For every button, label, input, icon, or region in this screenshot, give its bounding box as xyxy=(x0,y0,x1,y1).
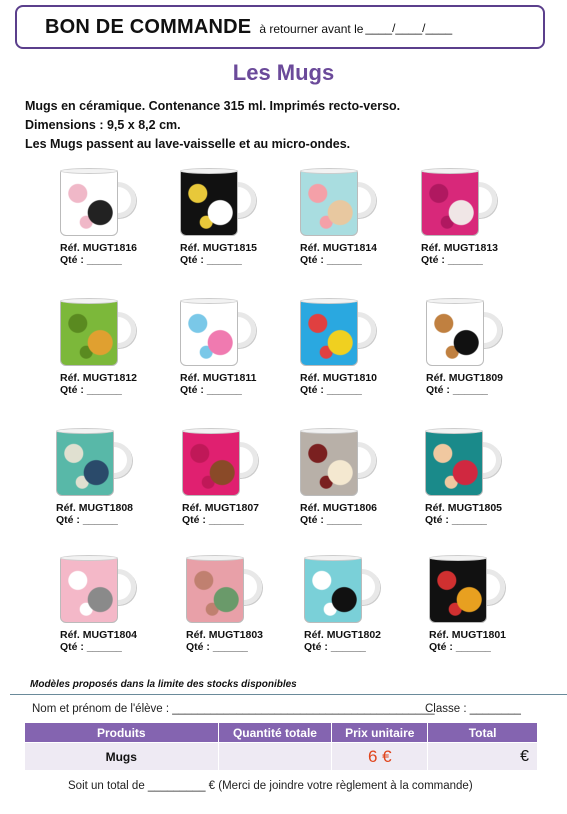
mug-item xyxy=(300,428,377,526)
product-cell: Mugs xyxy=(25,743,219,771)
mug-quantity-field[interactable]: Qté : ______ xyxy=(56,514,118,526)
mug-reference: Réf. MUGT1805 xyxy=(425,502,503,514)
mug-body xyxy=(60,557,118,623)
mug-quantity-field[interactable]: Qté : ______ xyxy=(300,254,362,266)
mug-rim xyxy=(421,168,479,174)
mug-picture xyxy=(180,168,256,240)
mug-picture xyxy=(180,298,256,370)
mug-picture xyxy=(300,168,376,240)
mug-item xyxy=(186,555,263,653)
mug-item xyxy=(429,555,506,653)
mug-quantity-field[interactable]: Qté : ______ xyxy=(180,384,242,396)
mug-body xyxy=(60,300,118,366)
mug-rim xyxy=(60,298,118,304)
stock-note: Modèles proposés dans la limite des stocks disponibles xyxy=(30,679,297,690)
mug-quantity-field[interactable]: Qté : ______ xyxy=(300,514,362,526)
mug-item xyxy=(60,298,137,396)
mug-quantity-field[interactable]: Qté : ______ xyxy=(182,514,244,526)
description-line: Mugs en céramique. Contenance 315 ml. Imprimés recto-verso. xyxy=(25,99,401,113)
payment-footer: Soit un total de _________ € (Merci de joindre votre règlement à la commande) xyxy=(68,780,473,792)
mug-quantity-field[interactable]: Qté : ______ xyxy=(425,514,487,526)
mug-body xyxy=(421,170,479,236)
mug-item xyxy=(182,428,259,526)
mug-rim xyxy=(304,555,362,561)
mug-rim xyxy=(300,168,358,174)
mug-quantity-field[interactable]: Qté : ______ xyxy=(304,641,366,653)
mug-body xyxy=(60,170,118,236)
mug-picture xyxy=(300,298,376,370)
mug-rim xyxy=(300,428,358,434)
mug-rim xyxy=(180,298,238,304)
mug-rim xyxy=(186,555,244,561)
mug-item xyxy=(60,168,137,266)
mug-reference: Réf. MUGT1807 xyxy=(182,502,260,514)
mug-rim xyxy=(182,428,240,434)
mug-item xyxy=(56,428,133,526)
mug-item xyxy=(180,168,257,266)
mug-reference: Réf. MUGT1816 xyxy=(60,242,138,254)
mug-body xyxy=(425,430,483,496)
mug-reference: Réf. MUGT1803 xyxy=(186,629,264,641)
mug-reference: Réf. MUGT1809 xyxy=(426,372,504,384)
mug-picture xyxy=(60,555,136,627)
mug-quantity-field[interactable]: Qté : ______ xyxy=(60,384,122,396)
mug-picture xyxy=(182,428,258,500)
product-description xyxy=(25,97,400,154)
unit-price-cell: 6 € xyxy=(332,743,428,771)
mug-body xyxy=(429,557,487,623)
student-name-field[interactable]: Nom et prénom de l'élève : _________________________________________ xyxy=(32,703,435,715)
mug-picture xyxy=(421,168,497,240)
order-row xyxy=(25,743,538,771)
mug-quantity-field[interactable]: Qté : ______ xyxy=(421,254,483,266)
mug-picture xyxy=(56,428,132,500)
mug-rim xyxy=(60,168,118,174)
order-table xyxy=(24,722,538,771)
mug-quantity-field[interactable]: Qté : ______ xyxy=(300,384,362,396)
mug-body xyxy=(300,170,358,236)
mug-quantity-field[interactable]: Qté : ______ xyxy=(180,254,242,266)
description-line: Dimensions : 9,5 x 8,2 cm. xyxy=(25,118,181,132)
mug-reference: Réf. MUGT1802 xyxy=(304,629,382,641)
mug-reference: Réf. MUGT1813 xyxy=(421,242,499,254)
mug-body xyxy=(426,300,484,366)
mug-item xyxy=(60,555,137,653)
mug-body xyxy=(300,430,358,496)
mug-quantity-field[interactable]: Qté : ______ xyxy=(60,254,122,266)
mug-item xyxy=(180,298,256,396)
mug-item xyxy=(421,168,498,266)
description-line: Les Mugs passent au lave-vaisselle et au micro-ondes. xyxy=(25,137,351,151)
mug-reference: Réf. MUGT1808 xyxy=(56,502,134,514)
return-date-field[interactable]: ____/____/____ xyxy=(365,21,453,35)
mug-reference: Réf. MUGT1814 xyxy=(300,242,378,254)
mug-quantity-field[interactable]: Qté : ______ xyxy=(429,641,491,653)
mug-body xyxy=(180,170,238,236)
mug-reference: Réf. MUGT1804 xyxy=(60,629,138,641)
divider xyxy=(10,694,567,695)
form-title: BON DE COMMANDE xyxy=(45,15,252,38)
mug-rim xyxy=(426,298,484,304)
mug-picture xyxy=(300,428,376,500)
mug-body xyxy=(180,300,238,366)
mug-rim xyxy=(429,555,487,561)
page-title: Les Mugs xyxy=(232,60,335,85)
mug-body xyxy=(300,300,358,366)
mug-body xyxy=(304,557,362,623)
mug-item xyxy=(425,428,502,526)
quantity-cell[interactable] xyxy=(218,743,332,771)
order-table-header xyxy=(25,723,538,743)
mug-reference: Réf. MUGT1810 xyxy=(300,372,378,384)
mug-reference: Réf. MUGT1806 xyxy=(300,502,378,514)
mug-item xyxy=(426,298,503,396)
mug-picture xyxy=(426,298,502,370)
mug-picture xyxy=(60,168,136,240)
mug-reference: Réf. MUGT1811 xyxy=(180,372,257,384)
header-quantity: Quantité totale xyxy=(218,723,332,743)
mug-reference: Réf. MUGT1812 xyxy=(60,372,138,384)
mug-picture xyxy=(186,555,262,627)
mug-picture xyxy=(429,555,505,627)
mug-rim xyxy=(425,428,483,434)
mug-body xyxy=(186,557,244,623)
mug-reference: Réf. MUGT1815 xyxy=(180,242,258,254)
mug-picture xyxy=(425,428,501,500)
header-unit-price: Prix unitaire xyxy=(332,723,428,743)
mug-body xyxy=(182,430,240,496)
mug-rim xyxy=(180,168,238,174)
return-before-label: à retourner avant le xyxy=(259,22,364,36)
mug-picture xyxy=(60,298,136,370)
mug-item xyxy=(300,298,377,396)
mug-quantity-field[interactable]: Qté : ______ xyxy=(60,641,122,653)
header-total: Total xyxy=(428,723,538,743)
mug-body xyxy=(56,430,114,496)
mug-quantity-field[interactable]: Qté : ______ xyxy=(186,641,248,653)
mug-picture xyxy=(304,555,380,627)
classe-field[interactable]: Classe : ________ xyxy=(425,703,521,715)
mug-rim xyxy=(60,555,118,561)
mug-rim xyxy=(300,298,358,304)
mug-item xyxy=(300,168,377,266)
mug-item xyxy=(304,555,381,653)
order-form-header xyxy=(15,5,545,49)
mug-rim xyxy=(56,428,114,434)
mug-quantity-field[interactable]: Qté : ______ xyxy=(426,384,488,396)
total-cell[interactable]: € xyxy=(428,743,538,771)
mug-reference: Réf. MUGT1801 xyxy=(429,629,507,641)
header-products: Produits xyxy=(25,723,219,743)
